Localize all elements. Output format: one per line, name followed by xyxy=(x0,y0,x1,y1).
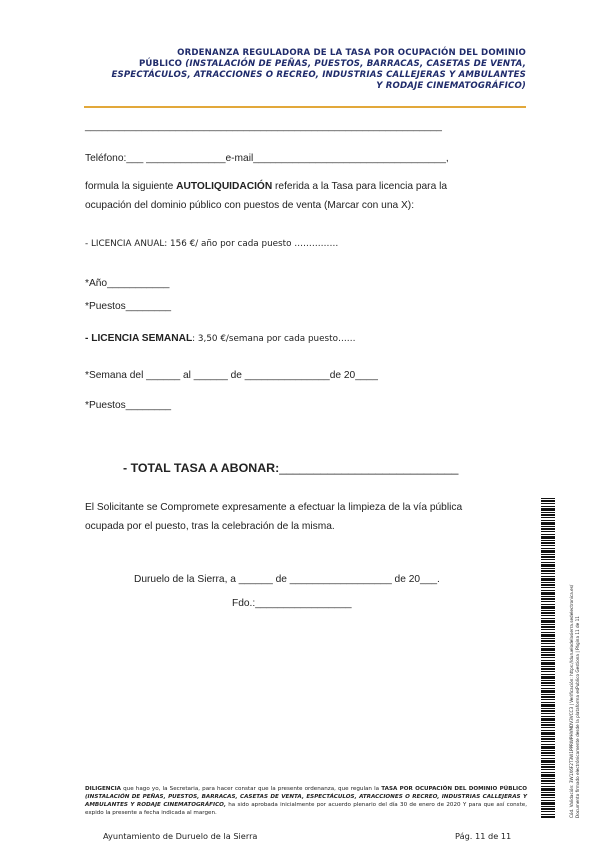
annual-license: - LICENCIA ANUAL: 156 €/ año por cada puesto …………… xyxy=(85,239,339,249)
place-date: Duruelo de la Sierra, a ______ de __________________ de 20___. xyxy=(134,574,440,585)
intro-line-1 xyxy=(85,181,447,192)
intro-suffix: referida a la Tasa para licencia para la xyxy=(272,181,448,192)
signature-line: Fdo.:_________________ xyxy=(232,598,352,609)
signature-platform-text: Documento firmado electrónicamente desde la plataforma esPublico Gestiona | Página 11 de 11 xyxy=(575,616,580,818)
footer-municipality: Ayuntamiento de Duruelo de la Sierra xyxy=(103,831,258,841)
commit-line-1: El Solicitante se Compromete expresamente a efectuar la limpieza de la vía pública xyxy=(85,502,463,513)
week-field: *Semana del ______ al ______ de _______________de 20____ xyxy=(85,370,378,381)
diligencia-title: DILIGENCIA xyxy=(85,786,121,792)
diligencia-bold-2: (INSTALACIÓN DE PEÑAS, PUESTOS, BARRACAS, CASETAS DE VENTA, ESPECTÁCULOS, ATRACCIONES O RECREO, INDUSTRIAS CALLEJERAS Y AMBULANTES Y RODAJE CINEMATOGRÁFICO, xyxy=(85,794,527,809)
diligencia-note xyxy=(85,785,527,817)
total-blank: __________________________ xyxy=(279,461,459,475)
weekly-suffix: : 3,50 €/semana por cada puesto…… xyxy=(192,334,356,344)
posts-field-1: *Puestos________ xyxy=(85,301,172,312)
weekly-prefix: - xyxy=(85,333,92,344)
header-line-2-bold: PÚBLICO xyxy=(138,59,183,69)
phone-email-line: Teléfono:___ ______________e-mail__________________________________, xyxy=(85,153,449,164)
header-divider xyxy=(84,106,526,108)
diligencia-text-1: que hago yo, la Secretaria, para hacer constar que la presente ordenanza, que regulan la xyxy=(120,786,382,792)
total-fee xyxy=(123,461,458,475)
header-line-1: ORDENANZA REGULADORA DE LA TASA POR OCUPACIÓN DEL DOMINIO xyxy=(177,48,526,58)
footer-page-number: Pág. 11 de 11 xyxy=(455,831,512,841)
intro-line-2: ocupación del dominio público con puestos de venta (Marcar con una X): xyxy=(85,200,415,211)
intro-prefix: formula la siguiente xyxy=(85,181,177,192)
diligencia-text-2: ha sido aprobada inicialmente por acuerdo plenario del día 30 de enero de 2020 Y para que así conste, expido la presente a fecha indicada al margen. xyxy=(85,802,527,817)
year-field: *Año___________ xyxy=(85,278,170,289)
intro-bold: AUTOLIQUIDACIÓN xyxy=(176,181,273,192)
weekly-license xyxy=(85,333,356,344)
verification-code-text: Cód. Validación: 3W1X6F2T3W1PPRWPHVMDV3VCC3 | Verificación: https://duruelodelasierra.sedelectronica.es/ xyxy=(569,584,574,818)
diligencia-bold-1: TASA POR OCUPACIÓN DEL DOMINIO PÚBLICO xyxy=(381,786,527,792)
header-line-4: Y RODAJE CINEMATOGRÁFICO) xyxy=(376,81,526,91)
blank-line: _______________________________________________________________ xyxy=(85,121,442,132)
commit-line-2: ocupada por el puesto, tras la celebración de la misma. xyxy=(85,521,335,532)
total-label: - TOTAL TASA A ABONAR: xyxy=(123,461,280,475)
barcode-icon xyxy=(541,498,555,818)
posts-field-2: *Puestos________ xyxy=(85,400,172,411)
document-header xyxy=(80,48,526,92)
header-line-2 xyxy=(80,59,526,70)
weekly-bold: LICENCIA SEMANAL xyxy=(91,333,193,344)
header-line-2-italic: (INSTALACIÓN DE PEÑAS, PUESTOS, BARRACAS, CASETAS DE VENTA, xyxy=(182,59,526,69)
header-line-3: ESPECTÁCULOS, ATRACCIONES O RECREO, INDUSTRIAS CALLEJERAS Y AMBULANTES xyxy=(111,70,526,80)
